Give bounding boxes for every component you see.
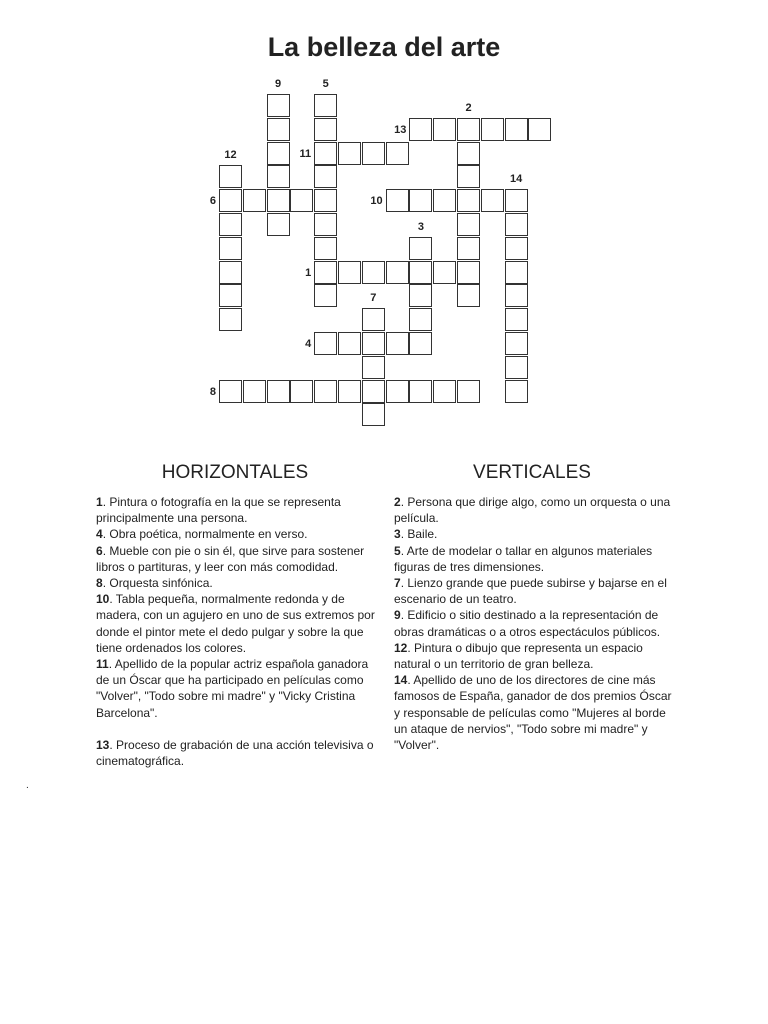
crossword-cell[interactable] [267, 213, 290, 236]
clue-item [96, 543, 376, 575]
crossword-grid [0, 0, 768, 420]
clue-text: . Apellido de uno de los directores de cine más famosos de España, ganador de dos premios Óscar y responsable de películas como "Mujeres al borde un ataque de nervios", "Todo sobre mi madre" y "Volver". [394, 673, 672, 753]
verticales-clue-list [394, 494, 672, 753]
clue-item [394, 494, 672, 526]
clue-text: . Orquesta sinfónica. [102, 576, 213, 591]
crossword-cell[interactable] [505, 380, 528, 403]
crossword-cell[interactable] [314, 118, 337, 141]
verticales-heading: VERTICALES [473, 462, 591, 483]
crossword-cell[interactable] [219, 165, 242, 188]
clue-text: . Apellido de la popular actriz española ganadora de un Óscar que ha participado en películas como "Volver", "Todo sobre mi madre" y "Vicky Cristina Barcelona". [96, 657, 369, 720]
clue-text: . Persona que dirige algo, como un orquesta o una película. [394, 495, 671, 526]
crossword-cell[interactable] [338, 142, 361, 165]
clue-number-label: 4 [305, 338, 312, 350]
clue-number-label: 14 [509, 173, 523, 186]
crossword-cell[interactable] [457, 284, 480, 307]
clue-number: 1 [96, 495, 103, 509]
crossword-cell[interactable] [314, 332, 337, 355]
crossword-cell[interactable] [386, 189, 409, 212]
crossword-cell[interactable] [219, 213, 242, 236]
crossword-cell[interactable] [409, 261, 432, 284]
clue-number-label: 3 [417, 220, 424, 233]
clue-number: 9 [394, 608, 401, 623]
clue-item [96, 526, 376, 542]
crossword-cell[interactable] [314, 142, 337, 165]
clue-text: . Pintura o fotografía en la que se representa principalmente una persona. [96, 495, 341, 526]
crossword-cell[interactable] [505, 261, 528, 284]
crossword-cell[interactable] [457, 118, 480, 141]
crossword-cell[interactable] [290, 380, 313, 403]
clue-item [96, 591, 376, 656]
crossword-cell[interactable] [433, 189, 456, 212]
crossword-cell[interactable] [505, 237, 528, 260]
crossword-cell[interactable] [505, 308, 528, 331]
crossword-cell[interactable] [290, 189, 313, 212]
clue-item [394, 607, 672, 639]
crossword-cell[interactable] [219, 308, 242, 331]
crossword-cell[interactable] [528, 118, 551, 141]
crossword-cell[interactable] [433, 118, 456, 141]
clue-number-label: 11 [299, 147, 312, 160]
clue-item [96, 737, 376, 769]
crossword-cell[interactable] [314, 261, 337, 284]
crossword-cell[interactable] [457, 261, 480, 284]
crossword-cell[interactable] [219, 284, 242, 307]
clue-number: 11 [96, 657, 109, 672]
clue-number: 10 [96, 592, 110, 607]
clue-number-label: 10 [370, 195, 383, 208]
crossword-cell[interactable] [219, 237, 242, 260]
clue-number: 12 [394, 640, 408, 655]
crossword-cell[interactable] [314, 213, 337, 236]
crossword-cell[interactable] [505, 356, 528, 379]
crossword-cell[interactable] [409, 332, 432, 355]
clue-text: . Baile. [400, 527, 438, 542]
crossword-cell[interactable] [267, 165, 290, 188]
crossword-cell[interactable] [481, 118, 504, 141]
clue-number-label: 13 [394, 123, 407, 136]
clue-text: . Obra poética, normalmente en verso. [102, 527, 308, 542]
crossword-cell[interactable] [409, 118, 432, 141]
clue-item [96, 575, 376, 591]
crossword-cell[interactable] [267, 380, 290, 403]
clue-number-label: 8 [209, 385, 216, 398]
crossword-cell[interactable] [409, 237, 432, 260]
crossword-cell[interactable] [314, 165, 337, 188]
crossword-cell[interactable] [267, 118, 290, 141]
clue-number: 2 [394, 495, 401, 509]
clue-text: . Edificio o sitio destinado a la representación de obras dramáticas o a otros espectáculos públicos. [394, 608, 661, 639]
clue-number: 5 [394, 543, 401, 558]
crossword-cell[interactable] [457, 237, 480, 260]
crossword-cell[interactable] [505, 213, 528, 236]
clue-number-label: 1 [305, 266, 312, 279]
crossword-cell[interactable] [338, 261, 361, 284]
crossword-cell[interactable] [505, 118, 528, 141]
crossword-cell[interactable] [219, 189, 242, 212]
crossword-cell[interactable] [267, 94, 290, 117]
stray-mark: . [26, 780, 29, 791]
crossword-cell[interactable] [338, 380, 361, 403]
crossword-cell[interactable] [386, 332, 409, 355]
clue-number: 3 [394, 527, 401, 542]
crossword-cell[interactable] [457, 165, 480, 188]
clue-item [394, 672, 672, 753]
crossword-cell[interactable] [409, 308, 432, 331]
crossword-cell[interactable] [409, 189, 432, 212]
crossword-cell[interactable] [362, 261, 385, 284]
crossword-cell[interactable] [314, 284, 337, 307]
crossword-cell[interactable] [267, 189, 290, 212]
crossword-cell[interactable] [409, 380, 432, 403]
crossword-cell[interactable] [219, 261, 242, 284]
crossword-cell[interactable] [457, 142, 480, 165]
crossword-cell[interactable] [481, 189, 504, 212]
crossword-cell[interactable] [409, 284, 432, 307]
clue-number: 8 [96, 576, 103, 591]
crossword-cell[interactable] [457, 213, 480, 236]
crossword-cell[interactable] [243, 380, 266, 403]
crossword-cell[interactable] [362, 332, 385, 355]
clue-number: 7 [394, 576, 401, 591]
clue-item [394, 526, 672, 542]
crossword-cell[interactable] [362, 308, 385, 331]
clue-number: 4 [96, 527, 103, 542]
clue-item [394, 543, 672, 575]
clue-number: 14 [394, 673, 408, 688]
crossword-cell[interactable] [362, 356, 385, 379]
clue-item [96, 494, 376, 526]
crossword-cell[interactable] [386, 142, 409, 165]
clue-number: 6 [96, 543, 103, 558]
clue-text: . Mueble con pie o sin él, que sirve para sostener libros o partituras, y leer con más comodidad. [96, 543, 365, 574]
page-title: La belleza del arte [267, 32, 501, 62]
crossword-cell[interactable] [267, 142, 290, 165]
clue-number: 13 [96, 737, 110, 752]
clue-text: . Pintura o dibujo que representa un espacio natural o un territorio de gran belleza. [394, 640, 643, 672]
clue-number-label: 9 [275, 78, 282, 90]
crossword-cell[interactable] [314, 237, 337, 260]
crossword-cell[interactable] [219, 380, 242, 403]
crossword-cell[interactable] [338, 332, 361, 355]
crossword-cell[interactable] [314, 189, 337, 212]
clue-number-label: 2 [465, 101, 472, 114]
clue-number-label: 12 [224, 149, 237, 162]
horizontales-clue-list [96, 494, 376, 769]
crossword-cell[interactable] [505, 189, 528, 212]
clue-item [96, 656, 376, 721]
crossword-cell[interactable] [386, 261, 409, 284]
crossword-cell[interactable] [433, 261, 456, 284]
crossword-cell[interactable] [505, 332, 528, 355]
crossword-cell[interactable] [243, 189, 266, 212]
clue-item [394, 575, 672, 607]
clue-number-label: 6 [209, 195, 216, 208]
clue-item [394, 640, 672, 672]
clue-number-label: 7 [370, 292, 377, 305]
crossword-cell[interactable] [362, 142, 385, 165]
crossword-cell[interactable] [433, 380, 456, 403]
crossword-cell[interactable] [362, 380, 385, 403]
clue-number-label: 5 [322, 78, 329, 90]
crossword-cell[interactable] [362, 403, 385, 426]
clue-text: . Proceso de grabación de una acción televisiva o cinematográfica. [96, 737, 374, 769]
crossword-cell[interactable] [457, 189, 480, 212]
crossword-cell[interactable] [457, 380, 480, 403]
crossword-cell[interactable] [314, 94, 337, 117]
crossword-cell[interactable] [505, 284, 528, 307]
crossword-cell[interactable] [386, 380, 409, 403]
horizontales-heading: HORIZONTALES [161, 462, 309, 483]
clue-text: . Arte de modelar o tallar en algunos materiales figuras de tres dimensiones. [394, 543, 653, 574]
clue-text: . Lienzo grande que puede subirse y bajarse en el escenario de un teatro. [394, 576, 667, 607]
clue-text: . Tabla pequeña, normalmente redonda y de madera, con un agujero en uno de sus extremos por donde el pintor mete el dedo pulgar y sobre la que tiene ordenados los colores. [96, 592, 375, 655]
crossword-cell[interactable] [314, 380, 337, 403]
